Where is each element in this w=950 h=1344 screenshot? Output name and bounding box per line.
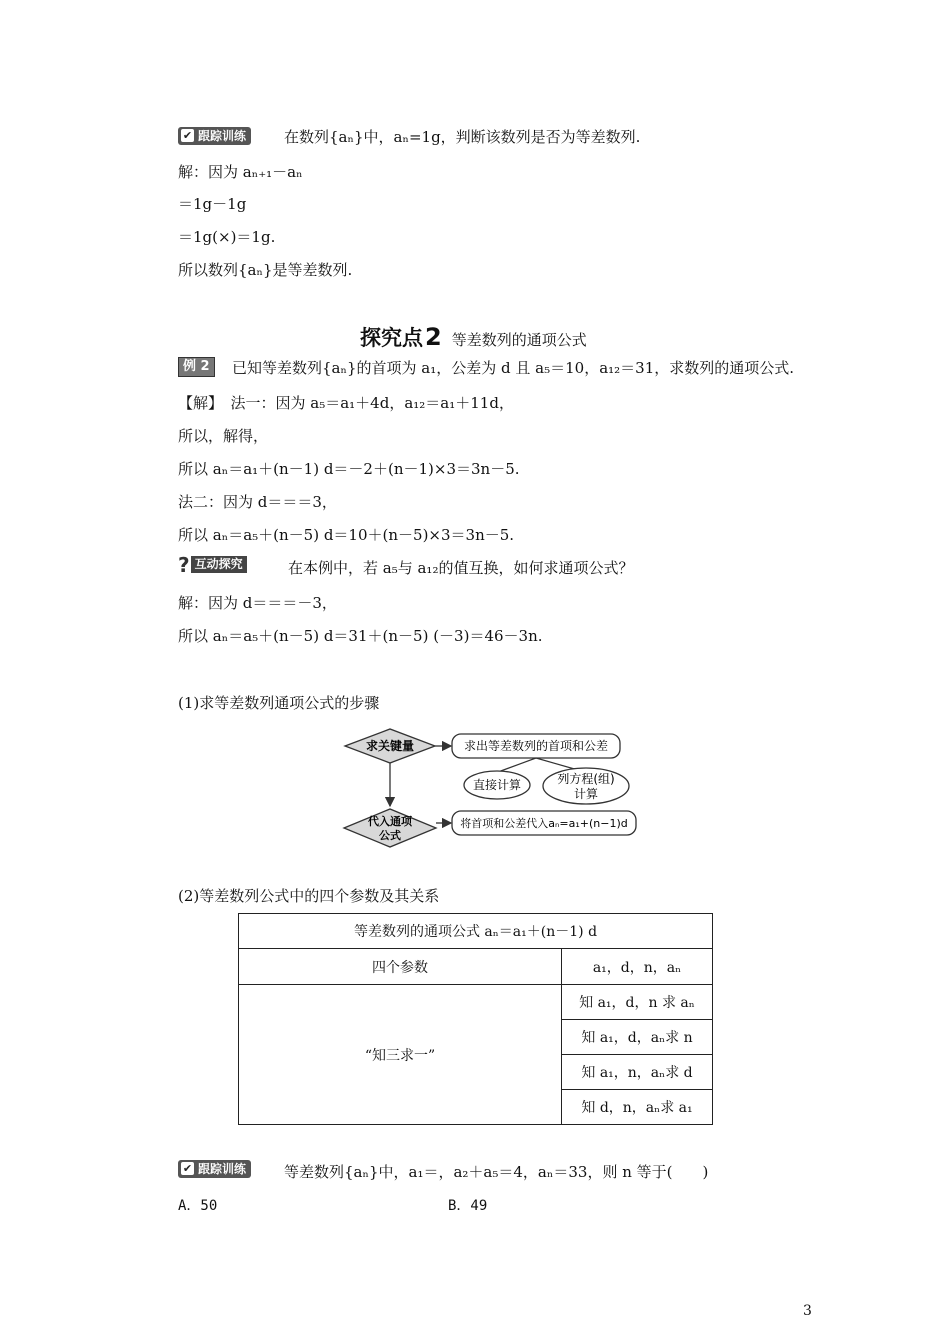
example-solution-line: 所以，解得， — [178, 427, 269, 445]
example-question: 已知等差数列{aₙ}的首项为 a₁，公差为 d 且 a₅＝10，a₁₂＝31，求数列的通项公式. — [232, 359, 795, 377]
solution-line: ＝1g－1g — [178, 195, 247, 213]
example-solution-line: 法二：因为 d＝＝＝3， — [178, 493, 337, 511]
branch-line — [498, 758, 536, 772]
section-subtitle: 等差数列的通项公式 — [451, 331, 587, 349]
interactive-question: 在本例中，若 a₅与 a₁₂的值互换，如何求通项公式？ — [288, 559, 634, 577]
params-label-cell: 四个参数 — [239, 949, 562, 985]
example-solution-line: 【解】 法一：因为 a₅＝a₁＋4d，a₁₂＝a₁＋11d， — [178, 394, 514, 412]
page-number: 3 — [803, 1303, 812, 1319]
section-number: 2 — [425, 323, 442, 351]
follow-training-badge: ✔ 跟踪训练 — [178, 127, 251, 145]
summary-point-1: (1)求等差数列通项公式的步骤 — [178, 694, 380, 712]
follow-training-question: 在数列{aₙ}中，aₙ=1g，判断该数列是否为等差数列. — [284, 128, 641, 146]
example-solution-line: 所以 aₙ＝a₅＋(n－5) d＝10＋(n－5)×3＝3n－5. — [178, 526, 515, 544]
interactive-badge: ? 互动探究 — [178, 556, 247, 575]
option-label: 列方程(组) — [557, 772, 615, 786]
option-a: A．50 — [178, 1198, 218, 1214]
follow-training-question: 等差数列{aₙ}中，a₁＝，a₂＋a₅＝4，aₙ＝33，则 n 等于( ) — [284, 1163, 709, 1181]
step-box-label: 求出等差数列的首项和公差 — [463, 739, 609, 753]
option-label: 直接计算 — [472, 778, 522, 792]
example-badge: 例 2 — [178, 357, 215, 377]
section-title: 探究点 — [360, 326, 423, 350]
rule-cell: 知 a₁，d，aₙ求 n — [562, 1020, 713, 1055]
step-box-label: 将首项和公差代入aₙ=a₁+(n−1)d — [460, 817, 628, 830]
section-heading — [360, 322, 587, 352]
solution-conclusion: 所以数列{aₙ}是等差数列. — [178, 261, 353, 279]
option-label: 计算 — [573, 787, 599, 801]
interactive-solution-line: 解：因为 d＝＝＝－3， — [178, 594, 337, 612]
check-icon: ✔ — [182, 129, 193, 142]
diamond-label: 代入通项 — [368, 815, 412, 828]
summary-point-2: (2)等差数列公式中的四个参数及其关系 — [178, 887, 440, 905]
check-icon: ✔ — [182, 1162, 193, 1175]
rule-cell: 知 a₁，d，n 求 aₙ — [562, 985, 713, 1020]
interactive-solution-line: 所以 aₙ＝a₅＋(n－5) d＝31＋(n－5) (－3)＝46－3n. — [178, 627, 543, 645]
example-solution-line: 所以 aₙ＝a₁＋(n－1) d＝－2＋(n－1)×3＝3n－5. — [178, 460, 520, 478]
solution-line: ＝1g(×)＝1g. — [178, 228, 276, 246]
rule-label-cell: “知三求一” — [239, 985, 562, 1125]
question-icon: ? — [178, 553, 190, 577]
rule-cell: 知 a₁，n，aₙ求 d — [562, 1055, 713, 1090]
diamond-label: 公式 — [379, 829, 401, 842]
params-value-cell: a₁，d，n，aₙ — [562, 949, 713, 985]
diamond-label: 求关键量 — [365, 739, 415, 753]
option-b: B．49 — [448, 1198, 488, 1214]
flowchart — [340, 725, 642, 850]
rule-cell: 知 d，n，aₙ求 a₁ — [562, 1090, 713, 1125]
follow-training-badge: ✔ 跟踪训练 — [178, 1160, 251, 1178]
parameter-table — [238, 913, 713, 1125]
table-header: 等差数列的通项公式 aₙ＝a₁＋(n－1) d — [239, 914, 713, 949]
solution-line: 解：因为 aₙ₊₁－aₙ — [178, 163, 303, 181]
